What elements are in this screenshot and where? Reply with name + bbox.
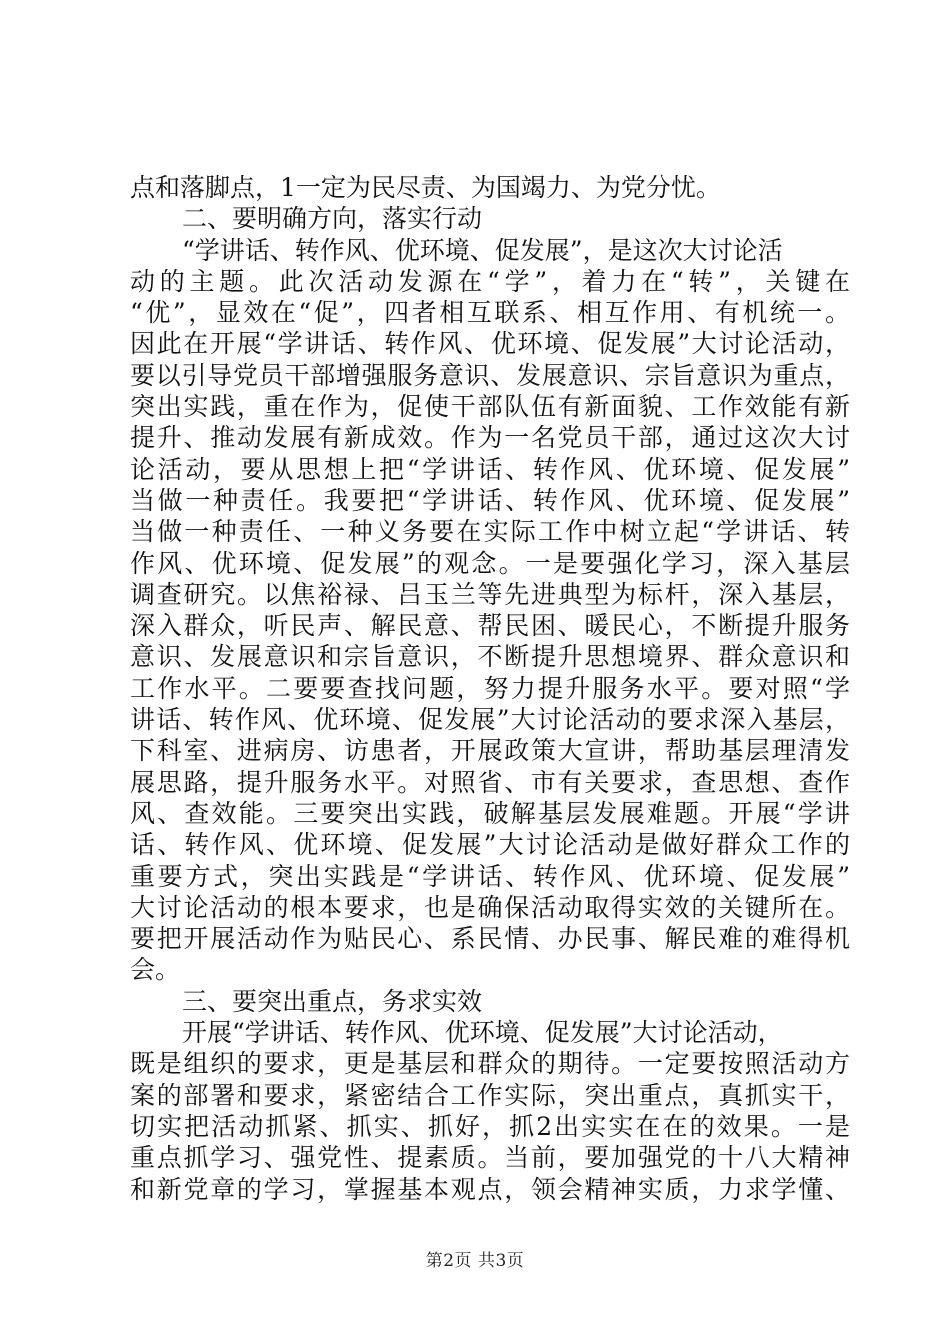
text-line: 动的主题。此次活动发源在“学”，着力在“转”，关键在 xyxy=(130,266,850,296)
text-line: 当做一种责任。我要把“学讲话、转作风、优环境、促发展” xyxy=(130,485,850,515)
text-line: 大讨论活动的根本要求，也是确保活动取得实效的关键所在。 xyxy=(130,892,850,922)
text-line: 工作水平。二要要查找问题，努力提升服务水平。要对照“学 xyxy=(130,673,850,703)
text-line: 切实把活动抓紧、抓实、抓好，抓2出实实在在的效果。一是 xyxy=(130,1111,850,1141)
text-line: 点和落脚点，1一定为民尽责、为国竭力、为党分忧。 xyxy=(130,173,721,202)
text-line: 当做一种责任、一种义务要在实际工作中树立起“学讲话、转 xyxy=(130,517,850,547)
text-line: 深入群众，听民声、解民意、帮民困、暖民心，不断提升服务 xyxy=(130,611,850,641)
text-line: 展思路，提升服务水平。对照省、市有关要求，查思想、查作 xyxy=(130,767,850,797)
text-line: 作风、优环境、促发展”的观念。一是要强化学习，深入基层 xyxy=(130,548,850,578)
text-line: 论活动，要从思想上把“学讲话、转作风、优环境、促发展” xyxy=(130,454,850,484)
text-line: 重点抓学习、强党性、提素质。当前，要加强党的十八大精神 xyxy=(130,1143,850,1173)
text-line: “优”，显效在“促”，四者相互联系、相互作用、有机统一。 xyxy=(130,298,850,328)
paragraph-first-line: 开展“学讲话、转作风、优环境、促发展”大讨论活动， xyxy=(182,1018,783,1048)
page-footer: 第2页 共3页 xyxy=(425,1251,525,1271)
text-line: 要以引导党员干部增强服务意识、发展意识、宗旨意识为重点， xyxy=(130,360,850,390)
text-line: 突出实践，重在作为，促使干部队伍有新面貌、工作效能有新 xyxy=(130,392,850,422)
text-line: 重要方式，突出实践是“学讲话、转作风、优环境、促发展” xyxy=(130,861,850,891)
text-line: 下科室、进病房、访患者，开展政策大宣讲，帮助基层理清发 xyxy=(130,736,850,766)
text-line: 因此在开展“学讲话、转作风、优环境、促发展”大讨论活动， xyxy=(130,329,850,359)
text-line: 要把开展活动作为贴民心、系民情、办民事、解民难的难得机 xyxy=(130,924,850,954)
text-line: 既是组织的要求，更是基层和群众的期待。一定要按照活动方 xyxy=(130,1049,850,1079)
text-line: 话、转作风、优环境、促发展”大讨论活动是做好群众工作的 xyxy=(130,830,850,860)
text-line: 提升、推动发展有新成效。作为一名党员干部，通过这次大讨 xyxy=(130,423,850,453)
paragraph-first-line: “学讲话、转作风、优环境、促发展”，是这次大讨论活 xyxy=(182,235,783,265)
text-line: 案的部署和要求，紧密结合工作实际，突出重点，真抓实干， xyxy=(130,1080,850,1110)
text-line: 意识、发展意识和宗旨意识，不断提升思想境界、群众意识和 xyxy=(130,642,850,672)
text-line: 会。 xyxy=(130,955,181,985)
text-line: 调查研究。以焦裕禄、吕玉兰等先进典型为标杆，深入基层， xyxy=(130,579,850,609)
text-line: 讲话、转作风、优环境、促发展”大讨论活动的要求深入基层， xyxy=(130,705,850,735)
document-body xyxy=(130,172,850,1205)
text-line: 和新党章的学习，掌握基本观点，领会精神实质，力求学懂、 xyxy=(130,1174,850,1204)
section-heading: 三、要突出重点，务求实效 xyxy=(182,986,483,1016)
text-line: 风、查效能。三要突出实践，破解基层发展难题。开展“学讲 xyxy=(130,798,850,828)
section-heading: 二、要明确方向，落实行动 xyxy=(182,204,483,234)
